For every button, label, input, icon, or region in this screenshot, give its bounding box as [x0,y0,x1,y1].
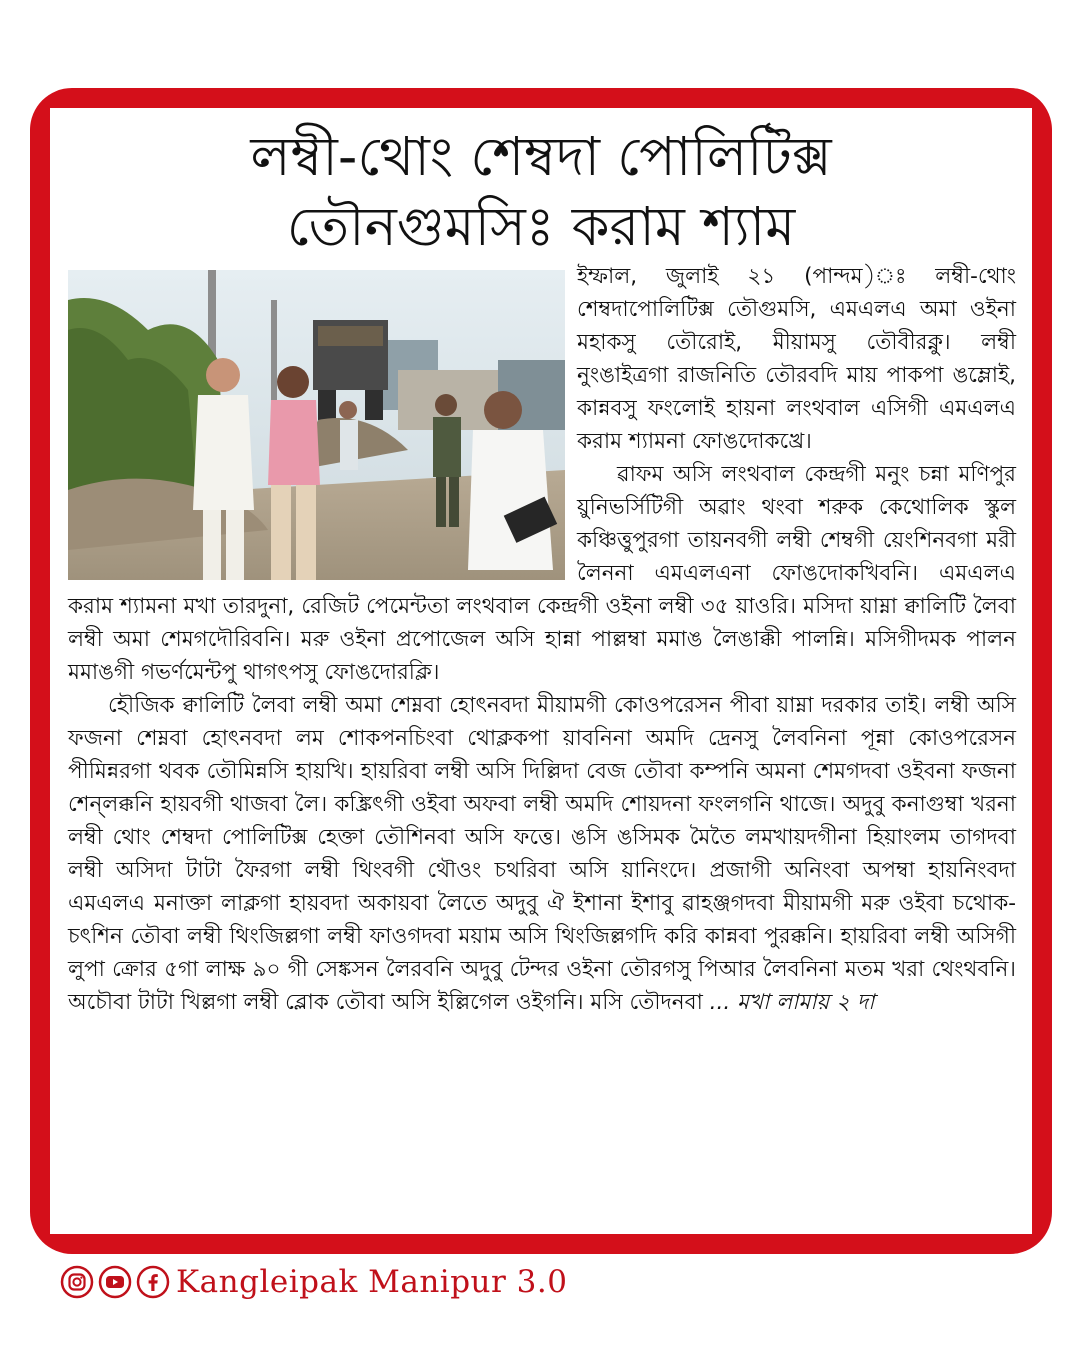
news-clipping [50,108,1032,1234]
youtube-icon[interactable] [98,1265,132,1299]
headline-line-2: তৌনগুমসিঃ করাম শ্যাম [286,195,796,258]
instagram-icon[interactable] [60,1265,94,1299]
continued-note: ... মখা লামায় ২ দা [709,990,875,1015]
article-paragraph-3-text: হৌজিক ক্বালিটি লৈবা লম্বী অমা শেম্নবা হোৎনবদা মীয়ামগী কোওপরেসন পীবা য়াম্না দরকার তাই। লম্বী অসি ফজনা শেম্নবা হোৎনবদা লম শোকপনচিংবা থোক্লকপা য়াবনিনা অমদি দ্রেনসু লৈবনিনা পূন্না কোওপরেসন পীমিন্নরগা থবক তৌমিন্নসি হায়খি। হায়রিবা লম্বী অসি দিল্লিদা বেজ তৌবা কম্পনি অমনা শেমগদবা ওইবনা ফজনা শেন্লক্কনি হায়বগী থাজবা লৈ। কঙ্ক্রিৎগী ওইবা অফবা লম্বী অমদি শোয়দনা ফংলগনি থাজে। অদুবু কনাগুম্বা খরনা লম্বী থোং শেম্বদা পোলিটিক্স হেক্তা তৌশিনবা অসি ফত্তে। ঙসি ঙসিমক মৈতৈ লমখায়দগীনা হিয়াংলম তাগদবা লম্বী অসিদা টাটা ফৈরগা লম্বী থিংবগী থৌওং চথরিবা অসি য়ানিংদে। প্রজাগী অনিংবা অপম্বা হায়নিংবদা এমএলএ মনাক্তা লাক্লগা হায়বদা অকায়বা লৈতে অদুবু ঐ ইশানা ইশাবু ৱাহঞ্জগদবা মীয়ামগী মরু ওইবা চথোক-চৎশিন তৌবা লম্বী থিংজিল্লগা লম্বী ফাওগদবা ময়াম অসি থিংজিল্লগদি করি কান্নবা পুরক্কনি। হায়রিবা লম্বী অসিগী লুপা ক্রোর ৫গা লাক্ষ ৯০ গী সেঙ্কসন লৈরবনি অদুবু টেন্দর ওইনা তৌরগসু পিআর লৈবনিনা মতম খরা থেংথবনি। অচৌবা টাটা খিল্লগা লম্বী ব্লোক তৌবা অসি ইল্লিগেল ওইগনি। মসি তৌদনবা [68,693,1016,1015]
footer [60,1260,567,1304]
article-paragraph-2: ৱাফম অসি লংথবাল কেন্দ্রগী মনুং চন্না মণিপুর য়ুনিভর্সিটিগী অৱাং থংবা শরুক কেথোলিক স্কুল কঞ্চিত্তুপুরগা তায়নবগী লম্বী শেম্বগী য়েংশিনবগা মরী লৈননা এমএলএনা ফোঙদোকখিবনি। এমএলএ করাম শ্যামনা মখা তারদুনা, রেজিট পেমেন্টতা লংথবাল কেন্দ্রগী ওইনা লম্বী ৩৫ য়াওরি। মসিদা য়াম্না ক্বালিটি লৈবা লম্বী অমা শেমগদৌরিবনি। মরু ওইনা প্রপোজেল অসি হান্না পাল্লম্বা মমাঙ লৈঙাক্কী পালন্নি। মসিগীদমক পালন মমাঙগী গভর্ণমেন্টপু থাগৎপসু ফোঙদোরক্লি। [68,462,1016,685]
article-paragraph-1: ইম্ফাল, জুলাই ২১ (পান্দম)ঃ লম্বী-থোং শেম্বদাপোলিটিক্স তৌগুমসি, এমএলএ অমা ওইনা মহাকসু তৌরোই, মীয়ামসু তৌবীরক্নু। লম্বী নুংঙাইত্রগা রাজনিতি তৌরবদি মায় পাকপা ঙম্লোই, কান্নবসু ফংলোই হায়না লংথবাল এসিগী এমএলএ করাম শ্যামনা ফোঙদোকখ্রে। [577,264,1016,454]
article-paragraph-3 [68,689,1016,1019]
headline [50,108,1032,262]
news-clipping-frame [30,88,1052,1254]
news-photo-illustration [68,270,565,580]
news-photo [68,270,565,580]
article-body [68,260,1016,1019]
brand-name: Kangleipak Manipur 3.0 [176,1264,568,1300]
headline-line-1: লম্বী-থোং শেম্বদা পোলিটিক্স [250,125,832,188]
facebook-icon[interactable] [136,1265,170,1299]
